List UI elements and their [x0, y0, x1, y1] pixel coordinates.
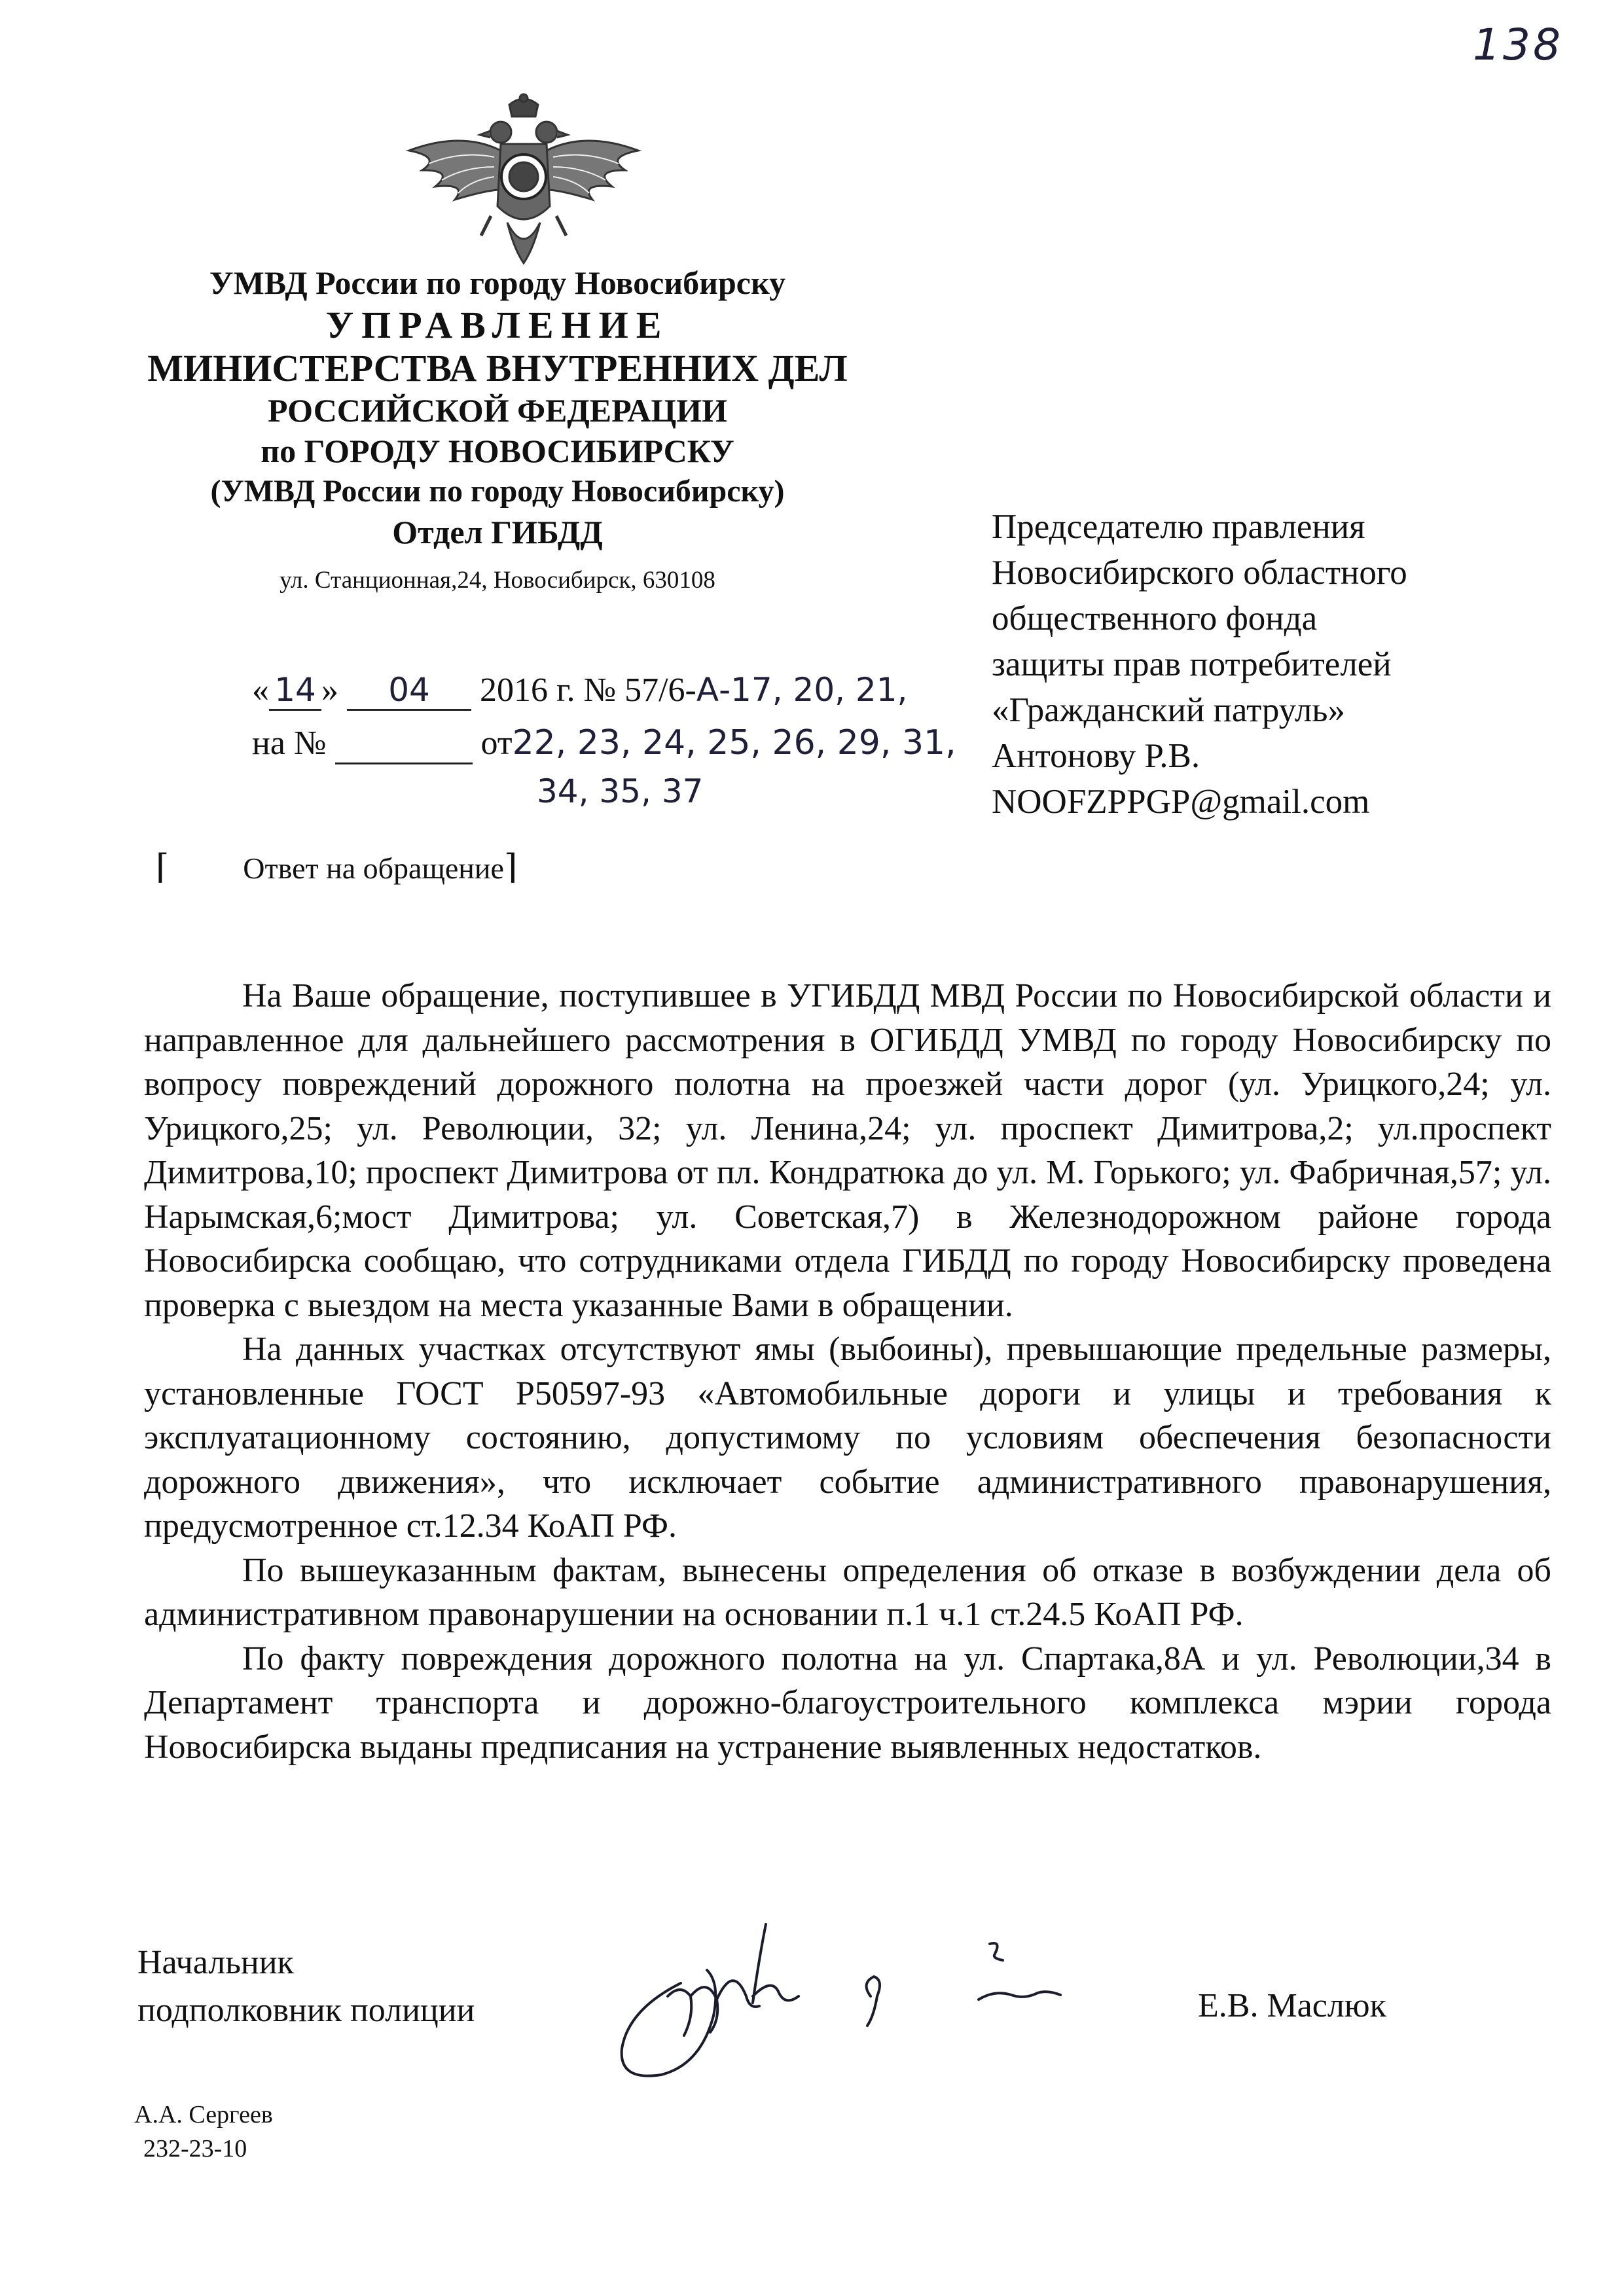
body-paragraph-3: По вышеуказанным фактам, вынесены определения об отказе в возбуждении дела об административном правонарушении на основании п.1 ч.1 ст.24.5 КоАП РФ. — [144, 1551, 1551, 1633]
recipient-line-2: Новосибирского областного — [992, 554, 1407, 592]
recipient-line-3: общественного фонда — [992, 600, 1318, 637]
body-paragraph-2: На данных участках отсутствуют ямы (выбоины), превышающие предельные размеры, установленные ГОСТ Р50597-93 «Автомобильные дороги и улицы и требования к эксплуатационному состоянию, допустимому по условиям обеспечения безопасности дорожного движения», что исключает событие административного правонарушения, предусмотренное ст.12.34 КоАП РФ. — [144, 1331, 1551, 1545]
ref-handwritten: 22, 23, 24, 25, 26, 29, 31, — [512, 723, 956, 762]
header-line-1: УМВД России по городу Новосибирску — [209, 264, 786, 301]
header-line-6: (УМВД России по городу Новосибирску) — [210, 474, 785, 509]
ref-from-label: от — [480, 725, 513, 762]
recipient-block — [992, 504, 1607, 825]
recipient-line-5: «Гражданский патруль» — [992, 691, 1345, 729]
registration-date-line — [252, 671, 907, 711]
day-handwritten: 14 — [269, 671, 321, 711]
subject-open-bracket: ⌈ — [156, 849, 170, 886]
handwritten-signature — [602, 1885, 1113, 2101]
recipient-email: NOOFZPPGP@gmail.com — [992, 783, 1370, 821]
subject-text: Ответ на обращение — [243, 852, 504, 885]
body-paragraph-1: На Ваше обращение, поступившее в УГИБДД МВД России по Новосибирской области и направленное для дальнейшего рассмотрения в ОГИБДД УМВД по городу Новосибирску по вопросу повреждений дорожного полотна на проезжей части дорог (ул. Урицкого,24; ул. Урицкого,25; ул. Революции, 32; ул. Ленина,24; ул. проспект Димитрова,2; ул.проспект Димитрова,10; проспект Димитрова от пл. Кондратюка до ул. М. Горького; ул. Фабричная,57; ул. Нарымская,6;мост Димитрова; ул. Советская,7) в Железнодорожном районе города Новосибирска сообщаю, что сотрудниками отдела ГИБДД по городу Новосибирску проведена проверка с выездом на места указанные Вами в обращении. — [144, 977, 1551, 1324]
executor-phone: 232-23-10 — [143, 2135, 247, 2162]
header-line-3: МИНИСТЕРСТВА ВНУТРЕННИХ ДЕЛ — [147, 347, 848, 389]
recipient-line-1: Председателю правления — [992, 508, 1365, 546]
signatory-position: Начальник — [137, 1944, 294, 1981]
header-line-5: по ГОРОДУ НОВОСИБИРСКУ — [261, 433, 734, 469]
subject-line — [156, 848, 517, 887]
close-quote: » — [321, 672, 338, 709]
number-handwritten: А-17, 20, 21, — [696, 671, 908, 709]
ref-label: на № — [252, 725, 327, 762]
number-prefix: № 57/6- — [583, 672, 696, 709]
letter-body — [144, 974, 1551, 1769]
executor-name: А.А. Сергеев — [134, 2101, 273, 2128]
recipient-line-4: защиты прав потребителей — [992, 645, 1392, 683]
header-line-2: УПРАВЛЕНИЕ — [325, 304, 670, 346]
body-paragraph-4: По факту повреждения дорожного полотна на ул. Спартака,8А и ул. Революции,34 в Департамент транспорта и дорожно-благоустроительного комплекса мэрии города Новосибирска выданы предписания на устранение выявленных недостатков. — [144, 1640, 1551, 1766]
signatory-name: Е.В. Маслюк — [1198, 1987, 1386, 2024]
open-quote: « — [252, 672, 269, 709]
reference-line — [252, 723, 956, 764]
page-number: 138 — [1473, 20, 1563, 70]
ref-handwritten-cont: 34, 35, 37 — [537, 772, 704, 810]
subject-close-bracket: ⌉ — [503, 849, 518, 886]
executor-info — [134, 2098, 273, 2166]
recipient-line-6: Антонову Р.В. — [992, 737, 1200, 775]
month-handwritten: 04 — [347, 671, 471, 711]
double-headed-eagle-emblem — [403, 92, 645, 272]
signatory-rank: подполковник полиции — [137, 1992, 475, 2029]
ref-number-blank — [335, 724, 473, 764]
header-address: ул. Станционная,24, Новосибирск, 630108 — [280, 567, 715, 594]
header-line-4: РОССИЙСКОЙ ФЕДЕРАЦИИ — [267, 392, 728, 429]
signatory-title — [137, 1939, 475, 2034]
header-line-7: Отдел ГИБДД — [392, 514, 603, 550]
year-text: 2016 г. — [480, 672, 575, 709]
organization-header — [124, 262, 871, 600]
